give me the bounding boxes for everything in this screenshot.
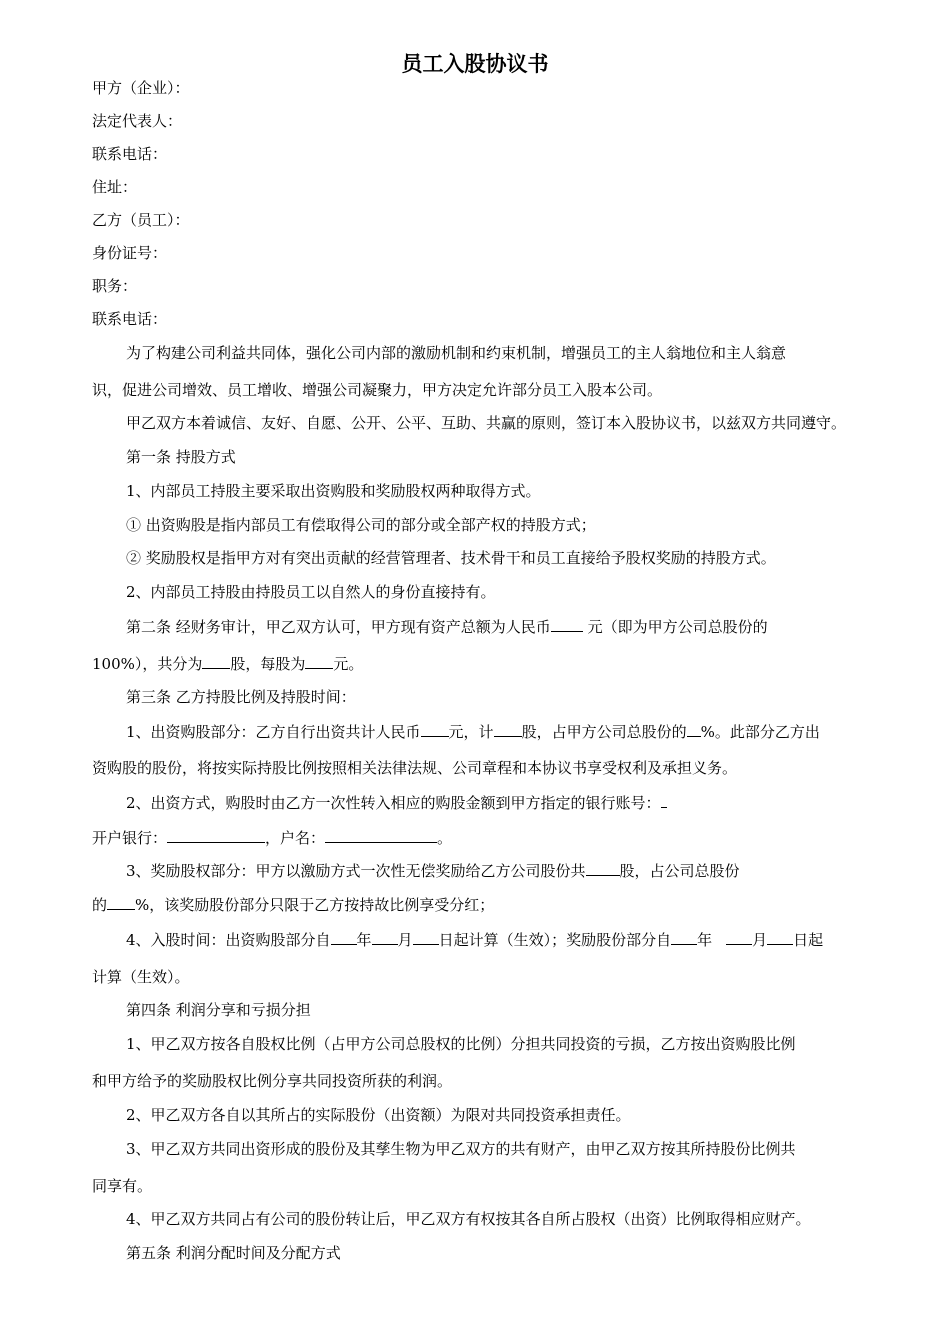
article-2-text-a: 第二条 经财务审计，甲乙双方认可，甲方现有资产总额为人民币 [126,618,551,636]
article-3-i2-end: 。 [437,829,453,847]
article-3-item-3-line-2 [92,894,494,915]
reward-percent-blank[interactable] [107,894,135,910]
reward-year-label: 年 [697,931,713,949]
article-3-i2-text-a: 2、出资方式，购股时由乙方一次性转入相应的购股金额到甲方指定的银行账号： [126,794,661,812]
article-3-i3-text-b: 股，占公司总股份 [619,862,740,880]
article-3-item-2-line-2 [92,827,452,848]
article-1-item-1b: ② 奖励股权是指甲方对有突出贡献的经营管理者、技术骨干和员工直接给予股权奖励的持股方式。 [126,549,776,567]
purchase-year-blank[interactable] [331,929,357,945]
preamble-line-1: 为了构建公司利益共同体，强化公司内部的激励机制和约束机制，增强员工的主人翁地位和主人翁意 [126,344,787,362]
purchase-amount-blank[interactable] [421,721,449,737]
article-4-heading: 第四条 利润分享和亏损分担 [126,1001,311,1019]
total-assets-blank[interactable] [551,616,583,632]
article-4-item-1-line-2: 和甲方给予的奖励股权比例分享共同投资所获的利润。 [92,1072,453,1090]
party-b-phone-label: 联系电话： [92,310,168,328]
reward-year-blank[interactable] [671,929,697,945]
article-1-heading: 第一条 持股方式 [126,448,236,466]
article-3-i1-text-c: 股，占甲方公司总股份的 [521,723,687,741]
article-3-i4-text-a: 4、入股时间：出资购股部分自 [126,931,331,949]
bank-account-blank[interactable] [661,792,667,808]
article-3-i3-text-d: %，该奖励股份部分只限于乙方按持故比例享受分红； [135,896,495,914]
reward-shares-blank[interactable] [586,860,620,876]
reward-month-blank[interactable] [726,929,752,945]
year-label: 年 [356,931,372,949]
article-2-text-c: 100%），共分为 [92,655,203,673]
article-3-item-4-line-2: 计算（生效）。 [92,968,190,986]
month-label: 月 [397,931,413,949]
preamble-principles: 甲乙双方本着诚信、友好、自愿、公开、公平、互助、共赢的原则，签订本入股协议书，以兹双方共同遵守。 [126,414,847,432]
article-3-heading: 第三条 乙方持股比例及持股时间： [126,688,356,706]
article-4-item-3-line-2: 同享有。 [92,1177,153,1195]
article-1-item-1a: ① 出资购股是指内部员工有偿取得公司的部分或全部产权的持股方式； [126,516,596,534]
article-4-item-3-line-1: 3、甲乙双方共同出资形成的股份及其孳生物为甲乙双方的共有财产，由甲乙双方按其所持股份比例共 [126,1140,796,1158]
article-3-i4-text-b: 日起计算（生效）；奖励股份部分自 [438,931,672,949]
article-2-text-b: 元（即为甲方公司总股份的 [587,618,768,636]
party-b-name-label: 乙方（员工）： [92,211,190,229]
party-b-position-label: 职务： [92,277,138,295]
article-4-item-4: 4、甲乙双方共同占有公司的股份转让后，甲乙双方有权按其各自所占股权（出资）比例取得相应财产。 [126,1210,811,1228]
preamble-line-2: 识，促进公司增效、员工增收、增强公司凝聚力，甲方决定允许部分员工入股本公司。 [92,381,663,399]
article-3-i4-text-c: 日起 [793,931,824,949]
article-2-text-e: 元。 [333,655,364,673]
article-5-heading: 第五条 利润分配时间及分配方式 [126,1244,341,1262]
article-3-item-3-line-1 [126,860,740,881]
document-title: 员工入股协议书 [401,52,549,76]
account-name-label: ，户名： [265,829,326,847]
purchase-month-blank[interactable] [372,929,398,945]
price-per-share-blank[interactable] [305,653,333,669]
total-shares-blank[interactable] [202,653,230,669]
purchase-shares-blank[interactable] [494,721,522,737]
article-3-i3-text-c: 的 [92,896,108,914]
article-4-item-2: 2、甲乙双方各自以其所占的实际股份（出资额）为限对共同投资承担责任。 [126,1106,631,1124]
party-b-id-label: 身份证号： [92,244,168,262]
article-3-item-2-line-1 [126,792,667,813]
party-a-phone-label: 联系电话： [92,145,168,163]
article-4-item-1-line-1: 1、甲乙双方按各自股权比例（占甲方公司总股权的比例）分担共同投资的亏损，乙方按出资购股比例 [126,1035,796,1053]
article-3-item-4-line-1 [126,929,823,950]
bank-name-blank[interactable] [167,827,265,843]
article-3-item-1-line-1 [126,721,820,742]
bank-label: 开户银行： [92,829,168,847]
party-a-address-label: 住址： [92,178,138,196]
account-holder-blank[interactable] [325,827,437,843]
purchase-day-blank[interactable] [413,929,439,945]
reward-month-label: 月 [752,931,768,949]
article-3-i1-text-b: 元，计 [448,723,494,741]
party-a-rep-label: 法定代表人： [92,112,183,130]
article-2-line-1 [126,616,768,637]
article-3-i1-text-d: %。此部分乙方出 [700,723,820,741]
purchase-percent-blank[interactable] [687,721,701,737]
article-1-item-2: 2、内部员工持股由持股员工以自然人的身份直接持有。 [126,583,496,601]
article-3-i3-text-a: 3、奖励股权部分：甲方以激励方式一次性无偿奖励给乙方公司股份共 [126,862,586,880]
article-3-i1-text-a: 1、出资购股部分：乙方自行出资共计人民币 [126,723,421,741]
article-2-text-d: 股，每股为 [230,655,306,673]
article-3-item-1-line-2: 资购股的股份，将按实际持股比例按照相关法律法规、公司章程和本协议书享受权利及承担义务。 [92,759,738,777]
article-2-line-2 [92,653,363,674]
reward-day-blank[interactable] [767,929,793,945]
article-1-item-1: 1、内部员工持股主要采取出资购股和奖励股权两种取得方式。 [126,482,541,500]
party-a-name-label: 甲方（企业）： [92,79,190,97]
